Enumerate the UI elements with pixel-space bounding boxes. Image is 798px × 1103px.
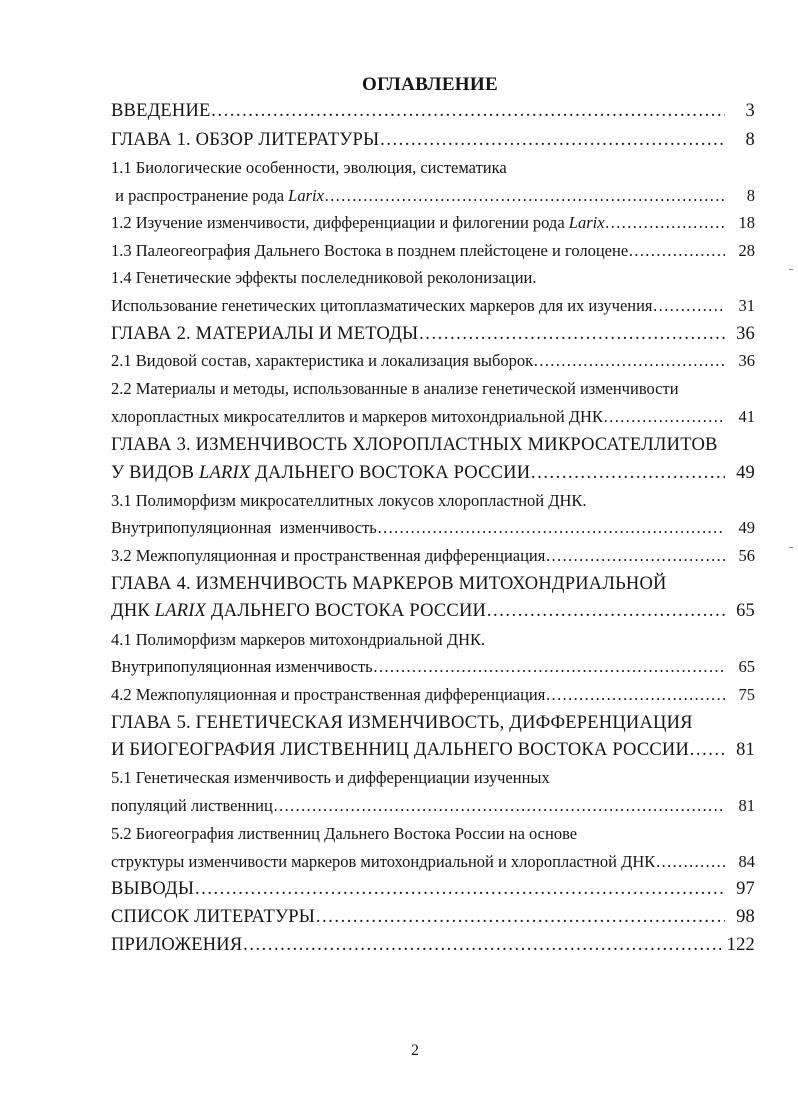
toc-entry[interactable] [111, 241, 755, 269]
toc-leader [377, 518, 725, 538]
toc-entry[interactable] [111, 740, 755, 768]
toc-leader [273, 796, 725, 816]
toc-page-number: 65 [738, 657, 755, 676]
toc-page-number: 81 [738, 796, 755, 815]
toc-page-number: 122 [726, 935, 755, 955]
genus-italic: LARIX [154, 601, 207, 621]
toc-page-number: 28 [738, 241, 755, 260]
toc-entry-text: У ВИДОВ LARIX ДАЛЬНЕГО ВОСТОКА РОССИИ [111, 463, 531, 483]
page-title: ОГЛАВЛЕНИЕ [362, 74, 498, 95]
toc-page-number: 8 [745, 130, 755, 150]
toc-entry[interactable] [111, 852, 755, 880]
toc-leader [689, 740, 725, 761]
toc-leader [242, 935, 720, 956]
toc-page-number: 98 [736, 907, 755, 927]
toc-leader [533, 351, 725, 371]
toc-leader [545, 546, 725, 566]
toc-page-number: 84 [738, 852, 755, 871]
toc-entry-text: ПРИЛОЖЕНИЯ [111, 935, 243, 955]
genus-italic: Larix [568, 213, 605, 232]
toc-leader [628, 241, 725, 261]
toc-entry-text: 4.1 Полиморфизм маркеров митохондриальной ДНК. [111, 630, 486, 649]
toc-page-number: 41 [738, 407, 755, 426]
toc-entry[interactable] [111, 158, 755, 186]
toc-entry-text: ГЛАВА 5. ГЕНЕТИЧЕСКАЯ ИЗМЕНЧИВОСТЬ, ДИФФЕРЕНЦИАЦИЯ [111, 713, 693, 733]
toc-entry[interactable] [111, 907, 755, 935]
toc-entry[interactable] [111, 713, 755, 741]
toc-entry[interactable] [111, 518, 755, 546]
toc-page-number: 75 [738, 685, 755, 704]
toc-entry[interactable] [111, 768, 755, 796]
toc-entry[interactable] [111, 101, 755, 129]
toc-entry[interactable] [111, 296, 755, 324]
toc-entry[interactable] [111, 351, 755, 379]
toc-entry-text: Внутрипопуляционная изменчивость [111, 518, 377, 537]
toc-entry[interactable] [111, 130, 755, 158]
toc-entry[interactable] [111, 491, 755, 519]
toc-entry-text: 4.2 Межпопуляционная и пространственная дифференциация [111, 685, 546, 704]
toc-page-number: 36 [736, 324, 755, 344]
toc-entry[interactable] [111, 601, 755, 629]
toc-entry-text: Использование генетических цитоплазматических маркеров для их изучения [111, 296, 653, 315]
toc-page-number: 65 [736, 601, 755, 621]
toc-entry-text: ГЛАВА 4. ИЗМЕНЧИВОСТЬ МАРКЕРОВ МИТОХОНДРИАЛЬНОЙ [111, 574, 667, 594]
toc-entry[interactable] [111, 630, 755, 658]
toc-entry-text: ВВЕДЕНИЕ [111, 101, 211, 121]
toc-entry[interactable] [111, 574, 755, 602]
toc-entry[interactable] [111, 186, 755, 214]
toc-leader [655, 852, 725, 872]
toc-entry-text: ДНК LARIX ДАЛЬНЕГО ВОСТОКА РОССИИ [111, 601, 487, 621]
toc-entry-text: хлоропластных микросателлитов и маркеров митохондриальной ДНК [111, 407, 603, 426]
scan-speck [789, 269, 793, 270]
toc-entry-text: ГЛАВА 2. МАТЕРИАЛЫ И МЕТОДЫ [111, 324, 419, 344]
toc-entry-text: 5.2 Биогеография лиственниц Дальнего Востока России на основе [111, 824, 578, 843]
toc-entry[interactable] [111, 213, 755, 241]
toc-entry-text: И БИОГЕОГРАФИЯ ЛИСТВЕННИЦ ДАЛЬНЕГО ВОСТОКА РОССИИ [111, 740, 690, 760]
toc-entry[interactable] [111, 324, 755, 352]
toc-entry-text: и распространение рода Larix [111, 186, 324, 205]
toc-entry[interactable] [111, 463, 755, 491]
toc-leader [605, 213, 725, 233]
toc-page-number: 18 [738, 213, 755, 232]
toc-entry-text: 2.1 Видовой состав, характеристика и локализация выборок [111, 351, 534, 370]
toc-entry-text: 1.3 Палеогеография Дальнего Востока в позднем плейстоцене и голоцене [111, 241, 629, 260]
toc-page-number: 97 [736, 879, 755, 899]
toc-page-number: 81 [736, 740, 755, 760]
toc-page-number: 31 [738, 296, 755, 315]
toc-leader [315, 907, 725, 928]
toc-leader [545, 685, 725, 705]
toc-entry-text: ГЛАВА 1. ОБЗОР ЛИТЕРАТУРЫ [111, 130, 380, 150]
toc-page-number: 8 [746, 186, 755, 205]
toc-entry-text: ГЛАВА 3. ИЗМЕНЧИВОСТЬ ХЛОРОПЛАСТНЫХ МИКРОСАТЕЛЛИТОВ [111, 435, 718, 455]
toc-page-number: 3 [745, 101, 755, 121]
toc-leader [379, 130, 725, 151]
toc-entry-text: популяций лиственниц [111, 796, 273, 815]
toc-entry[interactable] [111, 435, 755, 463]
toc-page-number: 56 [738, 546, 755, 565]
toc-entry-text: 3.1 Полиморфизм микросателлитных локусов хлоропластной ДНК. [111, 491, 587, 510]
toc-entry-text: 1.2 Изучение изменчивости, дифференциации и филогении рода Larix [111, 213, 605, 232]
toc-leader [603, 407, 725, 427]
toc-entry-text: 3.2 Межпопуляционная и пространственная дифференциация [111, 546, 546, 565]
toc-entry[interactable] [111, 685, 755, 713]
toc-entry-text: структуры изменчивости маркеров митохондриальной и хлоропластной ДНК [111, 852, 656, 871]
toc-leader [373, 657, 725, 677]
toc-entry[interactable] [111, 879, 755, 907]
page-number: 2 [411, 1042, 419, 1059]
toc-page-number: 36 [738, 351, 755, 370]
toc-entry[interactable] [111, 268, 755, 296]
genus-italic: Larix [288, 186, 324, 205]
toc-entry-text: СПИСОК ЛИТЕРАТУРЫ [111, 907, 316, 927]
toc-leader [530, 463, 725, 484]
toc-entry[interactable] [111, 657, 755, 685]
toc-entry-text: 1.1 Биологические особенности, эволюция, систематика [111, 158, 507, 177]
toc-entry[interactable] [111, 796, 755, 824]
toc-entry-text: 2.2 Материалы и методы, использованные в анализе генетической изменчивости [111, 379, 679, 398]
toc-leader [486, 601, 725, 622]
genus-italic: LARIX [198, 463, 251, 483]
toc-leader [211, 101, 725, 122]
toc-leader [194, 879, 725, 900]
toc-page-number: 49 [736, 463, 755, 483]
toc-entry[interactable] [111, 935, 755, 963]
toc-entry-text: ВЫВОДЫ [111, 879, 195, 899]
toc-entry-text: 5.1 Генетическая изменчивость и дифференциации изученных [111, 768, 550, 787]
toc-entry[interactable] [111, 407, 755, 435]
toc-entry[interactable] [111, 546, 755, 574]
toc-entry[interactable] [111, 379, 755, 407]
toc-leader [418, 324, 725, 345]
toc-entry-text: Внутрипопуляционная изменчивость [111, 657, 373, 676]
toc-entry[interactable] [111, 824, 755, 852]
toc-leader [324, 186, 725, 206]
toc-leader [653, 296, 725, 316]
scan-speck [789, 547, 793, 548]
toc-page-number: 49 [738, 518, 755, 537]
toc-entry-text: 1.4 Генетические эффекты послеледниковой реколонизации. [111, 268, 537, 287]
